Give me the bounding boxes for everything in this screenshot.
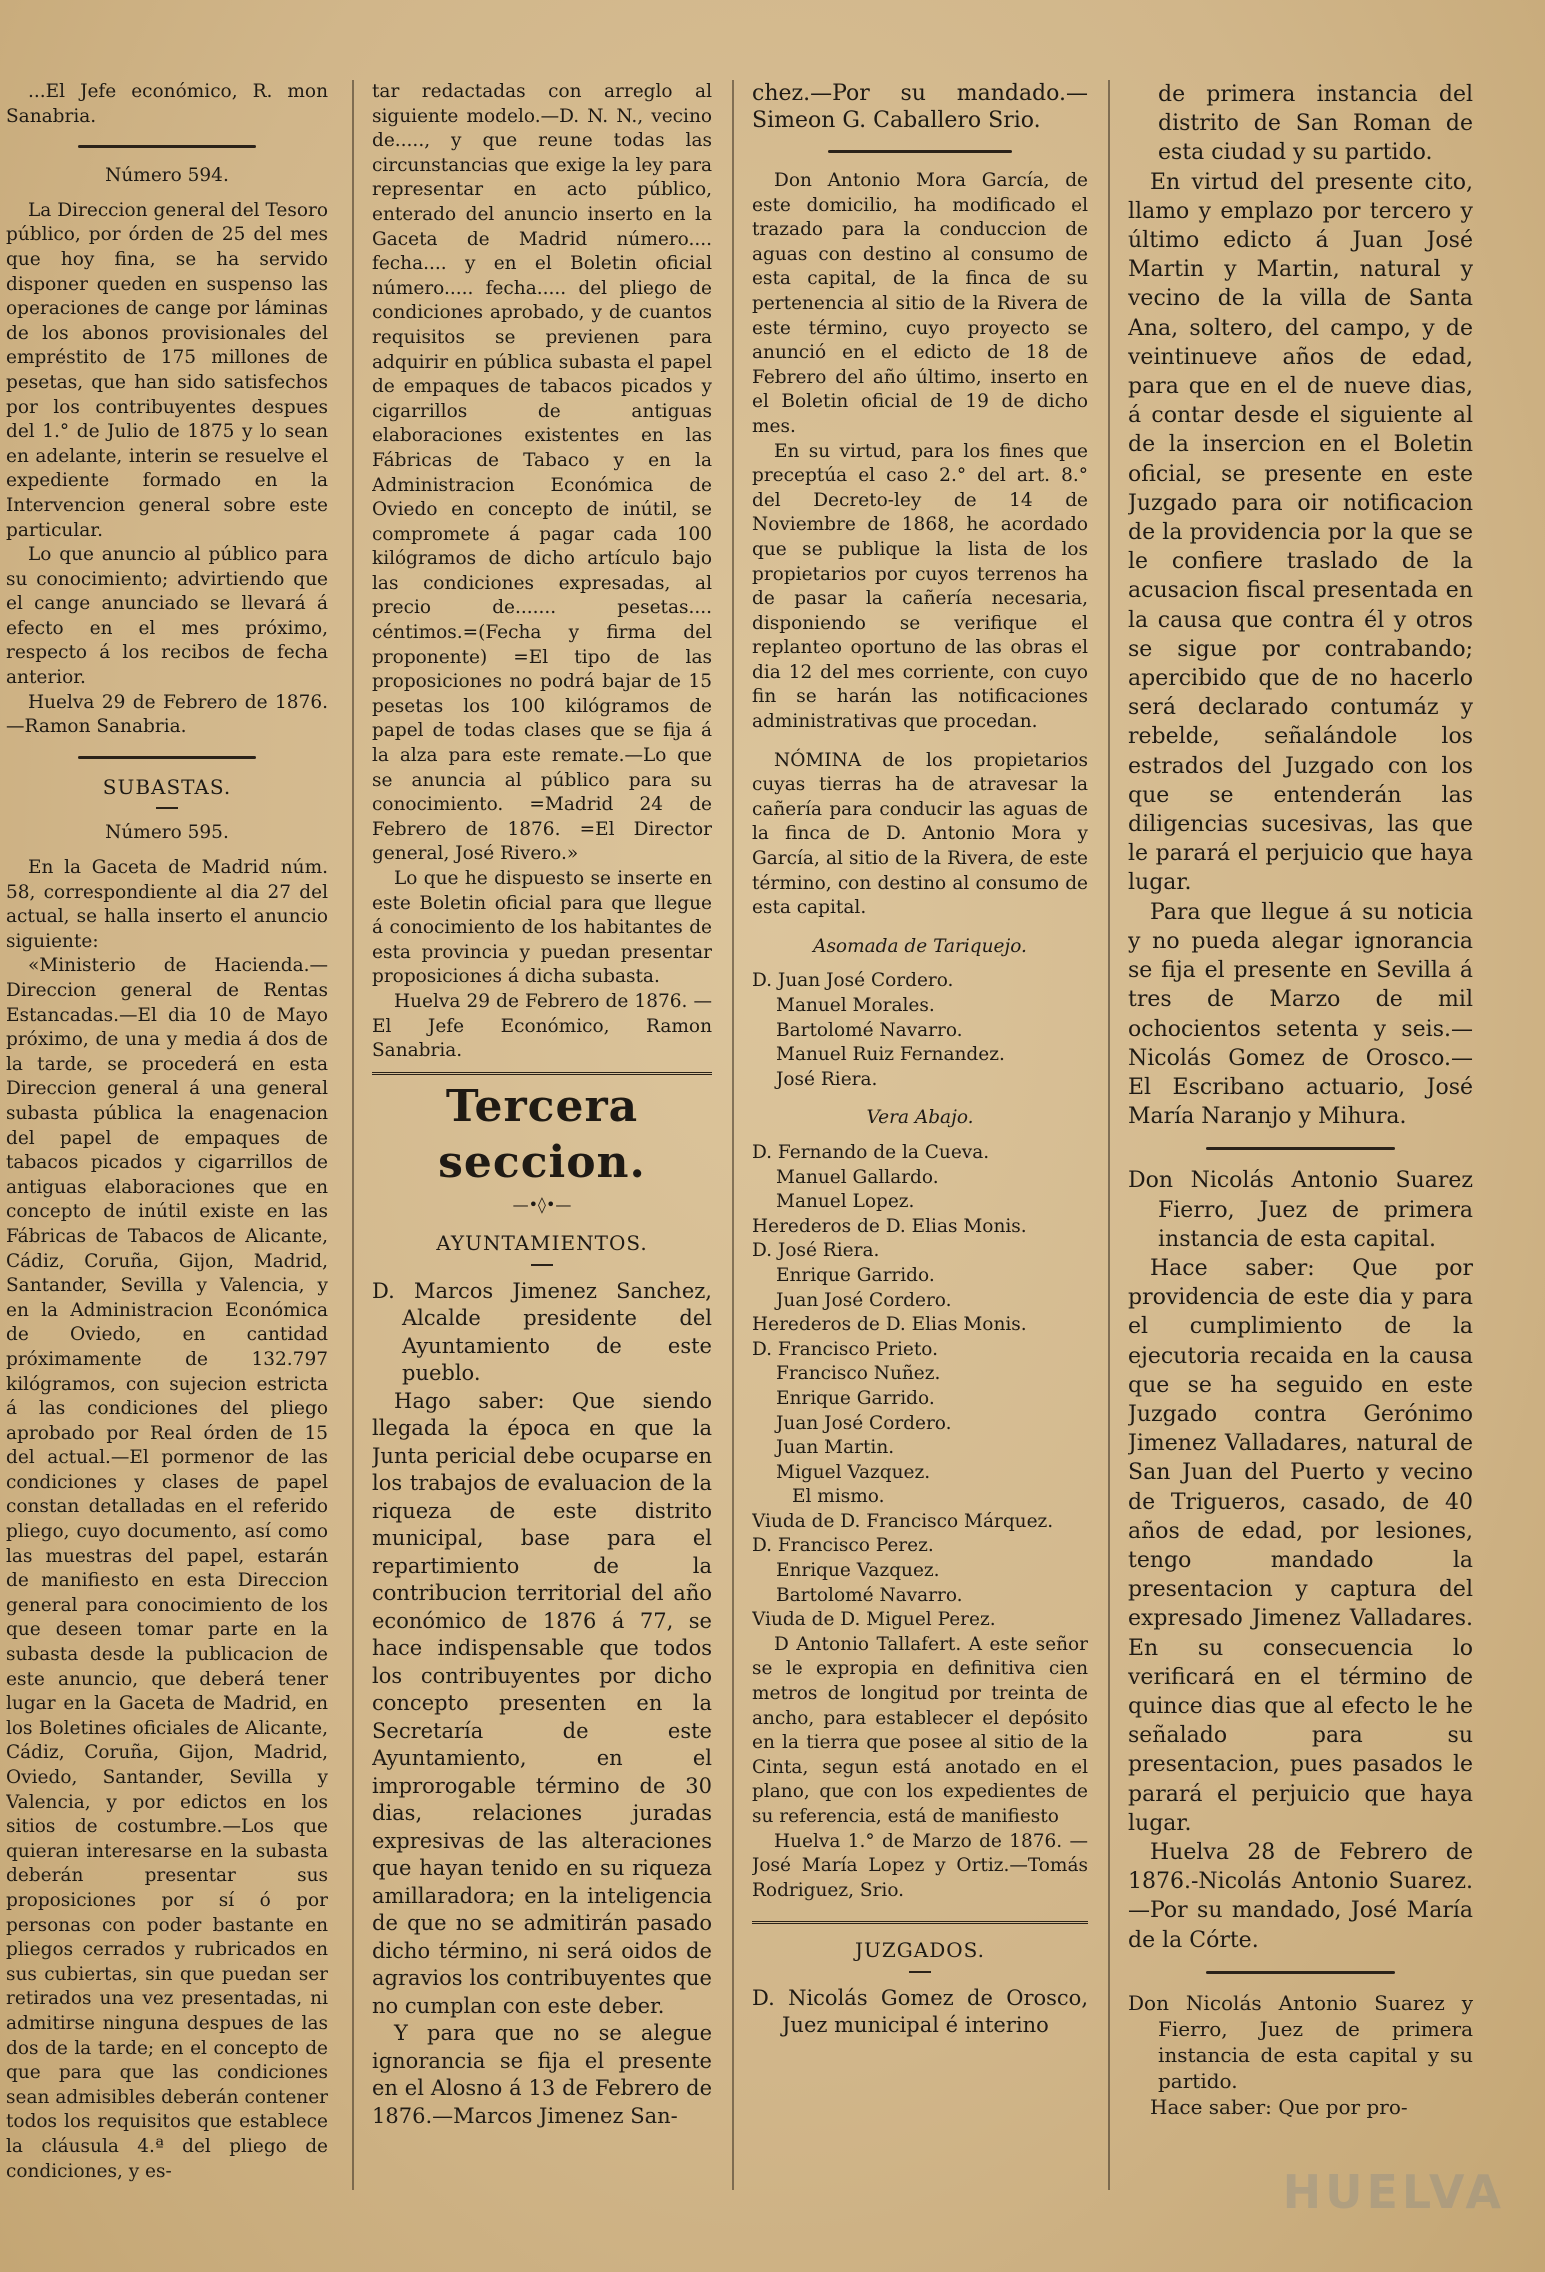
- owner-name: Viuda de D. Francisco Márquez.: [752, 1510, 1054, 1532]
- notice-number: Número 595.: [105, 822, 229, 844]
- owner-name: Enrique Garrido.: [776, 1387, 935, 1409]
- section-divider: [78, 145, 255, 148]
- column-4: [1128, 80, 1473, 2230]
- owner-name: El mismo.: [792, 1486, 885, 1508]
- owner-name: Enrique Garrido.: [776, 1264, 935, 1286]
- notice-paragraph: Lo que he dispuesto se inserte en este Boletin oficial para que llegue á conocimiento de los habitantes de esta provincia y puedan presentar proposiciones á dicha subasta.: [372, 868, 712, 988]
- notice-paragraph: En su virtud, para los fines que preceptúa el caso 2.° del art. 8.° del Decreto-ley de 14 de Noviembre de 1868, he acordado que se publique la lista de los propietarios por cuyos terrenos ha de pasar la cañería necesaria, disponiendo se verifique el replanteo oportuno de las obras el dia 12 del mes corriente, con cuyo fin se harán las notificaciones administrativas que procedan.: [752, 440, 1088, 733]
- notice-heading: D. Nicolás Gomez de Orosco, Juez municipal é interino: [752, 1985, 1088, 2037]
- place-heading-asomada: Asomada de Tariquejo.: [813, 935, 1027, 957]
- section-banner: [372, 1072, 712, 1218]
- owner-name: Manuel Lopez.: [776, 1191, 915, 1213]
- owner-name: Herederos de D. Elias Monis.: [752, 1314, 1027, 1336]
- notice-signature: Huelva 29 de Febrero de 1876. —Ramon Sanabria.: [6, 691, 328, 738]
- owner-name: D. Fernando de la Cueva.: [752, 1141, 990, 1163]
- section-heading-juzgados: JUZGADOS.: [855, 1938, 985, 1963]
- column-rule: [1108, 80, 1110, 2190]
- column-1: [6, 80, 328, 2230]
- watermark-text: HUELVA: [1282, 2165, 1505, 2219]
- owner-name: D. José Riera.: [752, 1240, 880, 1262]
- notice-paragraph: tar redactadas con arreglo al siguiente modelo.—D. N. N., vecino de....., y que reune todas las circunstancias que exige la ley para representar en acto público, enterado del anuncio inserto en la Gaceta de Madrid número.... fecha.... y en el Boletin oficial número..... fecha..... del pliego de condiciones aprobado, y de cuantos requisitos se previenen para adquirir en pública subasta el papel de empaques de tabacos picados y cigarrillos de antiguas elaboraciones existentes en las Fábricas de Tabaco y en la Administracion Económica de Oviedo en concepto de inútil, se compromete á pagar cada 100 kilógramos de dicho artículo bajo las condiciones expresadas, al precio de....... pesetas.... céntimos.=(Fecha y firma del proponente) =El tipo de las proposiciones no podrá bajar de 15 pesetas los 100 kilógramos de papel de todas clases que se fija á la alza para este remate.—Lo que se anuncia al público para su conocimiento. =Madrid 24 de Febrero de 1876. =El Director general, José Rivero.»: [372, 81, 712, 865]
- archive-watermark: [1282, 2142, 1505, 2242]
- column-rule: [352, 80, 354, 2190]
- double-rule: [752, 1921, 1088, 1928]
- section-divider: [1206, 1147, 1396, 1150]
- owner-name: Bartolomé Navarro.: [776, 1584, 963, 1606]
- notice-heading-cont: de primera instancia del distrito de San Roman de esta ciudad y su partido.: [1158, 82, 1473, 166]
- notice-paragraph: En la Gaceta de Madrid núm. 58, correspondiente al dia 27 del actual, se halla inserto el anuncio siguiente:: [6, 857, 328, 952]
- short-divider: [156, 807, 178, 809]
- owner-name: Bartolomé Navarro.: [776, 1019, 963, 1041]
- double-rule: [372, 1072, 712, 1079]
- ayuntamiento-notice: [372, 1278, 712, 2131]
- signature: chez.—Por su mandado.— Simeon G. Caballero Srio.: [752, 81, 1088, 133]
- notice-paragraph: «Ministerio de Hacienda.—Direccion general de Rentas Estancadas.—El dia 10 de Mayo próximo, de una y media á dos de la tarde, se procederá en esta Direccion general á una general subasta pública la enagenacion del papel de empaques de tabacos picados y cigarrillos de antiguas elaboraciones que en concepto de inútil existe en las Fábricas de Tabacos de Alicante, Cádiz, Coruña, Gijon, Madrid, Santander, Sevilla y Valencia, y en la Administracion Económica de Oviedo, en cantidad próximamente de 132.797 kilógramos, con sujecion estricta á las condiciones del pliego aprobado por Real órden de 15 del actual.—El pormenor de las condiciones y clases de papel constan detalladas en el referido pliego, cuyo documento, así como las muestras del papel, estarán de manifiesto en esta Direccion general para conocimiento de los que deseen tomar parte en la subasta desde la publicacion de este anuncio, que deberá tener lugar en la Gaceta de Madrid, en los Boletines oficiales de Alicante, Cádiz, Coruña, Gijon, Madrid, Oviedo, Santander, Sevilla y Valencia, y por edictos en los sitios de costumbre.—Los que quieran interesarse en la subasta deberán presentar sus proposiciones por sí ó por personas con poder bastante en pliegos cerrados y rubricados en sus cubiertas, sin que puedan ser retirados una vez presentadas, ni admitirse ninguna despues de las dos de la tarde; en el concepto de que para que las condiciones sean admisibles deberán contener todos los requisitos que establece la cláusula 4.ª del pliego de condiciones, y es-: [6, 955, 328, 2182]
- owner-name: Francisco Nuñez.: [776, 1363, 941, 1385]
- notice-paragraph: La Direccion general del Tesoro público, por órden de 25 del mes que hoy fina, se ha servido disponer queden en suspenso las operaciones de cange por láminas de los abonos provisionales del empréstito de 175 millones de pesetas, que han sido satisfechos por los contribuyentes despues del 1.° de Julio de 1875 y lo sean en adelante, interin se resuelve el expediente formado en la Intervencion general sobre este particular.: [6, 199, 328, 541]
- ornament: —•◊•—: [512, 1194, 572, 1214]
- notice-heading: Don Nicolás Antonio Suarez Fierro, Juez de primera instancia de esta capital.: [1128, 1168, 1473, 1252]
- owner-name: Juan José Cordero.: [776, 1289, 952, 1311]
- notice-heading: Don Nicolás Antonio Suarez y Fierro, Juez de primera instancia de esta capital y su partido.: [1128, 1990, 1473, 2093]
- owner-name: Herederos de D. Elias Monis.: [752, 1215, 1027, 1237]
- owner-name: Manuel Ruiz Fernandez.: [776, 1044, 1005, 1066]
- owner-name: D. Francisco Prieto.: [752, 1338, 938, 1360]
- owner-name: Manuel Morales.: [776, 995, 935, 1016]
- notice-number: Número 594.: [105, 165, 229, 187]
- notice-paragraph: D Antonio Tallafert. A este señor se le expropia en definitiva cien metros de longitud por treinta de ancho, para establecer el depósito en la tierra que posee al sitio de la Cinta, segun está anotado en el plano, que con los expedientes de su referencia, está de manifiesto: [752, 1633, 1088, 1827]
- owner-name: José Riera.: [776, 1068, 878, 1090]
- owner-name: Enrique Vazquez.: [776, 1560, 940, 1582]
- notice-paragraph: Y para que no se alegue ignorancia se fija el presente en el Alosno á 13 de Febrero de 1876.—Marcos Jimenez San-: [372, 2021, 712, 2128]
- nomina-heading: NÓMINA de los propietarios cuyas tierras ha de atravesar la cañería para conducir las aguas de la finca de D. Antonio Mora y García, al sitio de la Rivera, de este término, con destino al consumo de esta capital.: [752, 749, 1088, 919]
- column-2: [372, 80, 712, 2230]
- section-heading-ayuntamientos: AYUNTAMIENTOS.: [436, 1231, 648, 1256]
- notice-paragraph: Hace saber: Que por providencia de este dia y para el cumplimiento de la ejecutoria recaida en la causa que se ha seguido en este Juzgado contra Gerónimo Jimenez Valladares, natural de San Juan del Puerto y vecino de Trigueros, casado, de 40 años de edad, por lesiones, tengo mandado la presentacion y captura del expresado Jimenez Valladares. En su consecuencia lo verificará en el término de quince dias que al efecto le he señalado para su presentacion, pues pasados le parará el perjuicio que haya lugar.: [1128, 1255, 1473, 1836]
- juzgado-notice: [1128, 1990, 1473, 2120]
- notice-signature: Huelva 29 de Febrero de 1876. —El Jefe Económico, Ramon Sanabria.: [372, 990, 712, 1062]
- notice-paragraph: Lo que anuncio al público para su conocimiento; advirtiendo que el cange anunciado se llevará á efecto en el mes próximo, respecto á los recibos de fecha anterior.: [6, 544, 328, 689]
- owner-name: D. Juan José Cordero.: [752, 970, 954, 992]
- column-rule: [732, 80, 734, 2190]
- notice-paragraph: En virtud del presente cito, llamo y emplazo por tercero y último edicto á Juan José Martin y Martin, natural y vecino de la villa de Santa Ana, soltero, del campo, y de veintinueve años de edad, para que en el de nueve dias, á contar desde el siguiente al de la insercion en el Boletin oficial, se presente en este Juzgado para oir notificacion de la providencia por la que se le confiere traslado de la acusacion fiscal presentada en la causa que contra él y otros se sigue por contrabando; apercibido que de no hacerlo será declarado contumáz y rebelde, señalándole los estrados del Juzgado con los que se entenderán las diligencias sucesivas, las que le parará el perjuicio que haya lugar.: [1128, 169, 1473, 896]
- notice-heading: D. Marcos Jimenez Sanchez, Alcalde presidente del Ayuntamiento de este pueblo.: [372, 1278, 712, 1386]
- owner-name: Juan Martin.: [776, 1437, 895, 1459]
- notice-paragraph: Hace saber: Que por pro-: [1150, 2094, 1408, 2119]
- short-divider: [909, 1971, 931, 1973]
- place-heading-vera: Vera Abajo.: [866, 1107, 974, 1129]
- section-divider: [1206, 1971, 1396, 1974]
- section-divider: [78, 756, 255, 759]
- short-divider: [531, 1264, 553, 1266]
- juzgado-notice: [1128, 1166, 1473, 1954]
- column-3: [752, 80, 1088, 2230]
- section-heading-subastas: SUBASTAS.: [102, 774, 232, 799]
- notice-paragraph: Para que llegue á su noticia y no pueda alegar ignorancia se fija el presente en Sevilla á tres de Marzo de mil ochocientos setenta y seis.— Nicolás Gomez de Orosco.— El Escribano actuario, José María Naranjo y Mihura.: [1128, 899, 1473, 1130]
- juzgado-notice: [752, 1985, 1088, 2039]
- notice-paragraph: Don Antonio Mora García, de este domicilio, ha modificado el trazado para la conduccion de aguas con destino al consumo de esta capital, de la finca de su pertenencia al sitio de la Rivera de este término, cuyo proyecto se anunció en el edicto de 18 de Febrero del año último, inserto en el Boletin oficial de 19 de dicho mes.: [752, 170, 1088, 437]
- owner-name: Viuda de D. Miguel Perez.: [752, 1609, 996, 1631]
- section-divider: [828, 150, 1013, 153]
- notice-paragraph: Hago saber: Que siendo llegada la época en que la Junta pericial debe ocuparse en los trabajos de evaluacion de la riqueza de este distrito municipal, base para el repartimiento de la contribucion territorial del año económico de 1876 á 77, se hace indispensable que todos los contribuyentes por dicho concepto presenten en la Secretaría de este Ayuntamiento, en el improrogable término de 30 dias, relaciones juradas expresivas de las alteraciones que hayan tenido en su riqueza amillaradora; en la inteligencia de que no se admitirán pasado dicho término, ni será oidos de agravios los contribuyentes que no cumplan con este deber.: [372, 1388, 712, 2018]
- owner-list-vera: [752, 1141, 1088, 1633]
- owner-name: Miguel Vazquez.: [776, 1461, 931, 1483]
- owner-list-asomada: [752, 969, 1088, 1092]
- owner-name: Manuel Gallardo.: [776, 1166, 939, 1188]
- notice-signature: Huelva 1.° de Marzo de 1876. —José María Lopez y Ortiz.—Tomás Rodriguez, Srio.: [752, 1830, 1088, 1901]
- section-title: Tercera seccion.: [438, 1080, 646, 1188]
- notice-signature: Huelva 28 de Febrero de 1876.-Nicolás Antonio Suarez.—Por su mandado, José María de la Córte.: [1128, 1839, 1473, 1953]
- owner-name: Juan José Cordero.: [776, 1412, 952, 1434]
- owner-name: D. Francisco Perez.: [752, 1535, 934, 1557]
- signature: ...El Jefe económico, R. mon Sanabria.: [6, 81, 328, 127]
- watermark-text-block: [1283, 2165, 1505, 2219]
